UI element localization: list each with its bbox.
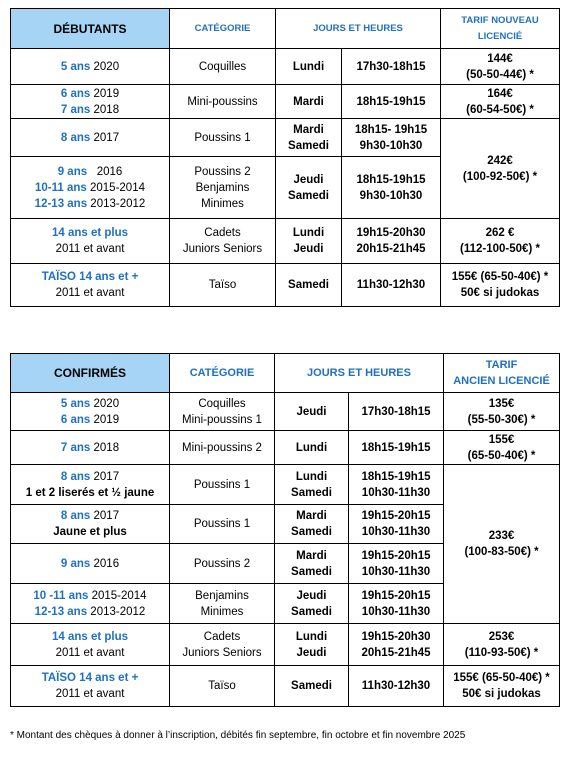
- price-cell: 164€ (60-54-50€) *: [441, 85, 560, 119]
- header-categorie: CATÉGORIE: [170, 354, 275, 393]
- category-cell: Poussins 1: [170, 505, 275, 544]
- category-cell: Poussins 1: [170, 119, 276, 157]
- hours-cell: 18h15-19h15 9h30-10h30: [342, 157, 441, 219]
- day-cell: Samedi: [275, 666, 349, 707]
- confirmes-table: [10, 353, 560, 707]
- table-row: [11, 431, 560, 465]
- hours-cell: 17h30-18h15: [342, 49, 441, 85]
- day-cell: Jeudi Samedi: [276, 157, 342, 219]
- table-row: [11, 465, 560, 505]
- day-cell: Jeudi: [275, 393, 349, 431]
- day-cell: Mardi Samedi: [276, 119, 342, 157]
- category-cell: Benjamins Minimes: [170, 584, 275, 624]
- table-row: [11, 624, 560, 666]
- hours-cell: 11h30-12h30: [349, 666, 444, 707]
- hours-cell: 19h15-20h15 10h30-11h30: [349, 505, 444, 544]
- hours-cell: 19h15-20h15 10h30-11h30: [349, 584, 444, 624]
- table-row: [11, 666, 560, 707]
- category-cell: Poussins 2 Benjamins Minimes: [170, 157, 276, 219]
- age-cell: 8 ans 2017 1 et 2 liserés et ½ jaune: [11, 465, 170, 505]
- table-header-row: [11, 9, 560, 49]
- debutants-table: [10, 8, 560, 307]
- day-cell: Lundi Samedi: [275, 465, 349, 505]
- hours-cell: 11h30-12h30: [342, 264, 441, 307]
- category-cell: Coquilles: [170, 49, 276, 85]
- age-cell: TAÏSO 14 ans et + 2011 et avant: [11, 666, 170, 707]
- hours-cell: 18h15-19h15: [342, 85, 441, 119]
- price-cell: 155€ (65-50-40€) *: [444, 431, 560, 465]
- table-header-row: [11, 354, 560, 393]
- day-cell: Mardi Samedi: [275, 544, 349, 584]
- age-cell: 10 -11 ans 2015-2014 12-13 ans 2013-2012: [11, 584, 170, 624]
- table-title: CONFIRMÉS: [11, 354, 170, 393]
- hours-cell: 19h15-20h30 20h15-21h45: [349, 624, 444, 666]
- day-cell: Samedi: [276, 264, 342, 307]
- age-cell: 9 ans 2016 10-11 ans 2015-2014 12-13 ans 2013-2012: [11, 157, 170, 219]
- age-cell: 8 ans 2017 Jaune et plus: [11, 505, 170, 544]
- price-cell: 135€ (55-50-30€) *: [444, 393, 560, 431]
- table-row: [11, 264, 560, 307]
- age-cell: 8 ans 2017: [11, 119, 170, 157]
- age-cell: 9 ans 2016: [11, 544, 170, 584]
- price-cell: 233€ (100-83-50€) *: [444, 465, 560, 624]
- category-cell: Poussins 2: [170, 544, 275, 584]
- table-row: [11, 85, 560, 119]
- header-jours: JOURS ET HEURES: [275, 354, 444, 393]
- category-cell: Coquilles Mini-poussins 1: [170, 393, 275, 431]
- age-cell: 7 ans 2018: [11, 431, 170, 465]
- day-cell: Jeudi Samedi: [275, 584, 349, 624]
- age-cell: 6 ans 2019 7 ans 2018: [11, 85, 170, 119]
- category-cell: Cadets Juniors Seniors: [170, 624, 275, 666]
- day-cell: Mardi: [276, 85, 342, 119]
- price-cell: 242€ (100-92-50€) *: [441, 119, 560, 219]
- day-cell: Lundi: [275, 431, 349, 465]
- hours-cell: 18h15-19h15: [349, 431, 444, 465]
- age-cell: TAÏSO 14 ans et + 2011 et avant: [11, 264, 170, 307]
- price-cell: 144€ (50-50-44€) *: [441, 49, 560, 85]
- hours-cell: 18h15- 19h15 9h30-10h30: [342, 119, 441, 157]
- table-row: [11, 219, 560, 264]
- header-tarif: TARIF NOUVEAU LICENCIÉ: [441, 9, 560, 49]
- price-cell: 155€ (65-50-40€) * 50€ si judokas: [441, 264, 560, 307]
- category-cell: Cadets Juniors Seniors: [170, 219, 276, 264]
- hours-cell: 19h15-20h15 10h30-11h30: [349, 544, 444, 584]
- price-cell: 262 € (112-100-50€) *: [441, 219, 560, 264]
- category-cell: Mini-poussins 2: [170, 431, 275, 465]
- hours-cell: 19h15-20h30 20h15-21h45: [342, 219, 441, 264]
- category-cell: Taïso: [170, 666, 275, 707]
- age-cell: 5 ans 2020 6 ans 2019: [11, 393, 170, 431]
- category-cell: Poussins 1: [170, 465, 275, 505]
- day-cell: Mardi Samedi: [275, 505, 349, 544]
- category-cell: Mini-poussins: [170, 85, 276, 119]
- age-cell: 14 ans et plus 2011 et avant: [11, 219, 170, 264]
- age-cell: 5 ans 2020: [11, 49, 170, 85]
- footnote: * Montant des chèques à donner à l’inscription, débités fin septembre, fin octobre et fin novembre 2025: [10, 730, 466, 741]
- day-cell: Lundi Jeudi: [276, 219, 342, 264]
- day-cell: Lundi Jeudi: [275, 624, 349, 666]
- header-jours: JOURS ET HEURES: [276, 9, 441, 49]
- category-cell: Taïso: [170, 264, 276, 307]
- header-categorie: CATÉGORIE: [170, 9, 276, 49]
- hours-cell: 17h30-18h15: [349, 393, 444, 431]
- table-row: [11, 119, 560, 157]
- day-cell: Lundi: [276, 49, 342, 85]
- table-title: DÉBUTANTS: [11, 9, 170, 49]
- price-cell: 253€ (110-93-50€) *: [444, 624, 560, 666]
- header-tarif: TARIF ANCIEN LICENCIÉ: [444, 354, 560, 393]
- table-row: [11, 49, 560, 85]
- price-cell: 155€ (65-50-40€) * 50€ si judokas: [444, 666, 560, 707]
- hours-cell: 18h15-19h15 10h30-11h30: [349, 465, 444, 505]
- age-cell: 14 ans et plus 2011 et avant: [11, 624, 170, 666]
- table-row: [11, 393, 560, 431]
